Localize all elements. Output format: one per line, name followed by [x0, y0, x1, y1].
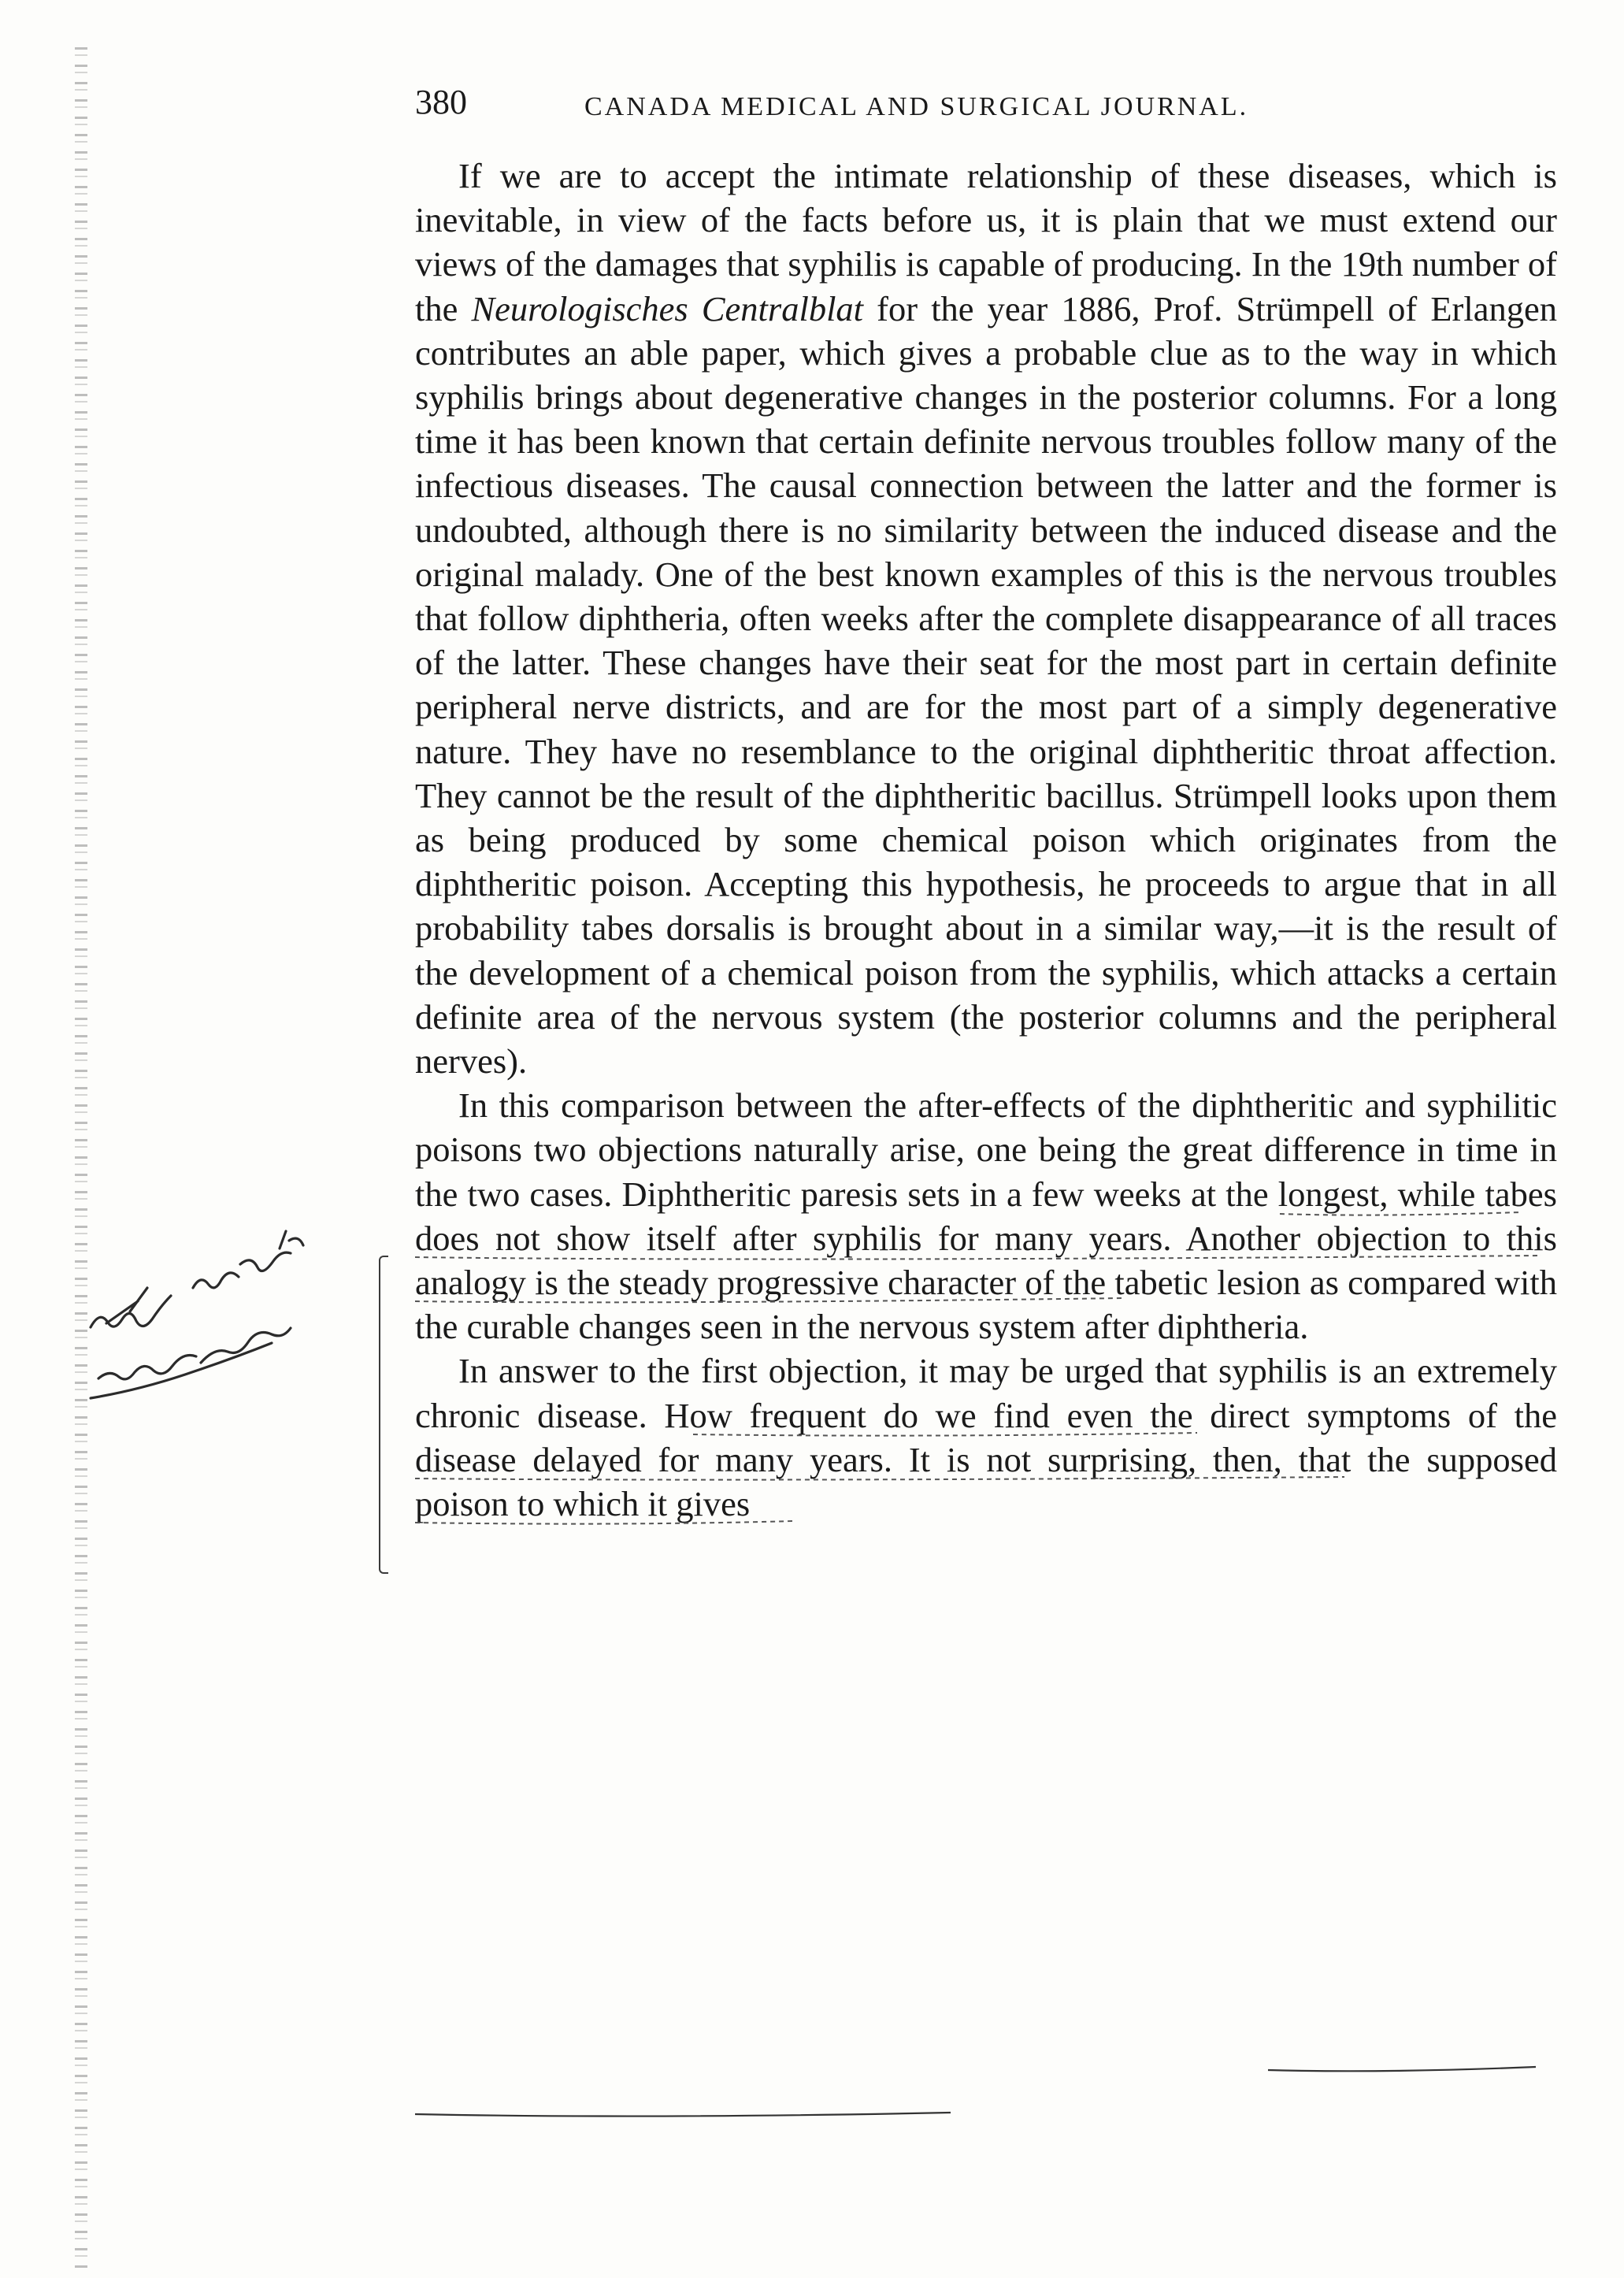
- paragraph-2: In this comparison between the after-effects of the diphtheritic and syphilitic poisons two objections naturally arise, one being the great difference in time in the two cases. Diphtheritic paresis sets in a few weeks at the longest, while tabes does not show itself after syphilis for many years. Another objection to this analogy is the steady progressive character of the tabetic lesion as compared with the curable changes seen in the nervous system after diphtheria.: [415, 1085, 1557, 1347]
- handwritten-margin-note: [83, 1217, 350, 1406]
- paragraph-3: In answer to the first objection, it may be urged that syphilis is an extremely chronic disease. How frequent do we find even the direct symptoms of the disease delayed for many years. It is not surprising, then, that the supposed poison to which it gives: [415, 1351, 1557, 1524]
- page-header: [415, 79, 1557, 126]
- article-body: [415, 154, 1557, 1526]
- paragraph-1: [415, 154, 1557, 1083]
- running-head: CANADA MEDICAL AND SURGICAL JOURNAL.: [584, 92, 1249, 121]
- page-binding-edge: [75, 47, 87, 2269]
- paragraph-1-text-b: for the year 1886, Prof. Strümpell of Erlangen contributes an able paper, which gives a probable clue as to the way in which syphilis brings about degenerative changes in the posterior columns. For a long time it has been known that certain definite nervous troubles follow many of the infectious diseases. The causal connection between the latter and the former is undoubted, although there is no similarity between the induced disease and the original malady. One of the best known examples of this is the nervous troubles that follow diphtheria, often weeks after the complete disappearance of all traces of the latter. These changes have their seat for the most part in certain definite peripheral nerve districts, and are for the most part of a simply degenerative nature. They have no resemblance to the original diphtheritic throat affection. They cannot be the result of the diphtheritic bacillus. Strümpell looks upon them as being produced by some chemical poison which originates from the diphtheritic poison. Accepting this hypothesis, he proceeds to argue that in all probability tabes dorsalis is brought about in a similar way,—it is the result of the development of a chemical poison from the syphilis, which attacks a certain definite area of the nervous system (the posterior columns and the peripheral nerves).: [415, 288, 1557, 1081]
- page-number: 380: [415, 83, 467, 121]
- paragraph-1-text-a: If we are to accept the intimate relationship of these diseases, which is inevitable, in view of the facts before us, it is plain that we must extend our views of the damages that syphilis is capable of producing. In the 19th number of the: [415, 156, 1557, 328]
- journal-title-italic: Neurologisches Centralblat: [471, 288, 864, 328]
- margin-bracket-mark: [379, 1256, 388, 1574]
